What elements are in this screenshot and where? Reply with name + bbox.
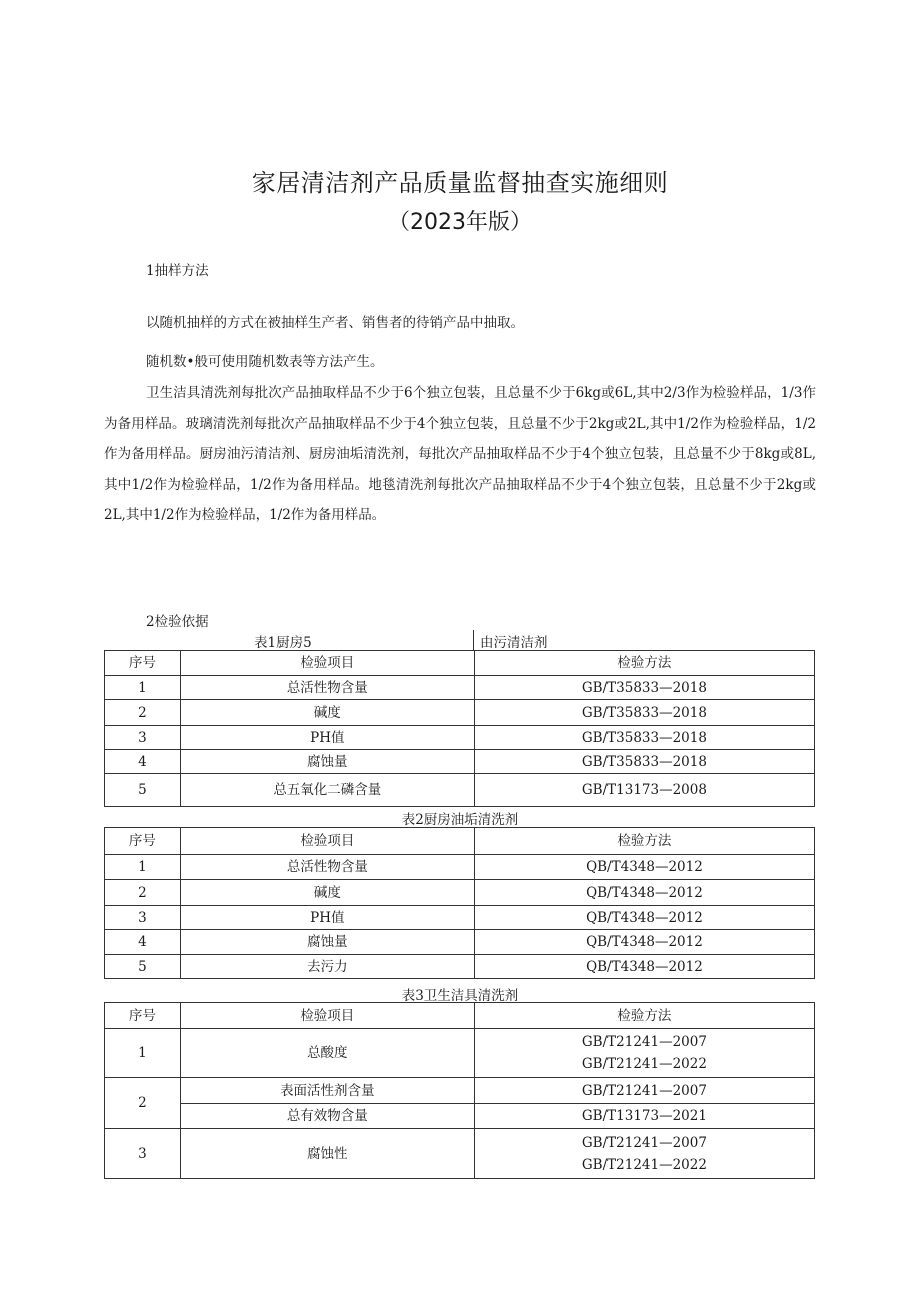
row-number: 1 xyxy=(105,1029,181,1078)
test-item: 表面活性剂含量 xyxy=(180,1078,474,1104)
table-row xyxy=(105,676,815,700)
row-number: 5 xyxy=(105,955,181,979)
test-method: QB/T4348—2012 xyxy=(474,880,814,906)
row-number: 4 xyxy=(105,750,181,774)
table-2 xyxy=(104,827,815,979)
test-method: QB/T4348—2012 xyxy=(474,855,814,880)
table-3 xyxy=(104,1002,815,1179)
test-method: QB/T4348—2012 xyxy=(474,906,814,930)
test-item: PH值 xyxy=(180,906,474,930)
header-cell: 检验方法 xyxy=(474,828,814,855)
row-number: 5 xyxy=(105,774,181,807)
row-number: 2 xyxy=(105,1078,181,1129)
table-header-row xyxy=(105,828,815,855)
section-1-paragraph: 卫生洁具清洗剂每批次产品抽取样品不少于6个独立包装，且总量不少于6kg或6L,其中2/3作为检验样品，1/3作为备用样品。玻璃清洗剂每批次产品抽取样品不少于4个独立包装，且总量不少于2kg或2L,其中1/2作为检验样品，1/2作为备用样品。厨房油污清洁剂、厨房油垢清洗剂，每批次产品抽取样品不少于4个独立包装，且总量不少于8kg或8L,其中1/2作为检验样品，1/2作为备用样品。地毯清洗剂每批次产品抽取样品不少于4个独立包装，且总量不少于2kg或2L,其中1/2作为检验样品，1/2作为备用样品。 xyxy=(104,385,816,523)
header-cell: 检验方法 xyxy=(474,1003,814,1029)
table-row xyxy=(105,855,815,880)
header-cell: 检验项目 xyxy=(180,651,474,676)
table-1-caption-left: 表1厨房5 xyxy=(254,635,312,651)
test-method: GB/T21241—2022 xyxy=(581,1156,707,1173)
section-1-line-2: 随机数•般可使用随机数表等方法产生。 xyxy=(146,354,384,370)
section-1-heading: 1抽样方法 xyxy=(146,263,209,279)
header-cell: 序号 xyxy=(105,651,181,676)
row-number: 2 xyxy=(105,700,181,726)
document-title: 家居清洁剂产品质量监督抽查实施细则 xyxy=(251,169,669,197)
row-number: 3 xyxy=(105,726,181,750)
table-row xyxy=(105,1104,815,1129)
table-row xyxy=(105,930,815,955)
row-number: 3 xyxy=(105,1129,181,1179)
header-cell: 序号 xyxy=(105,1003,181,1029)
row-number: 1 xyxy=(105,676,181,700)
row-number: 4 xyxy=(105,930,181,955)
table-row xyxy=(105,750,815,774)
section-1-line-1: 以随机抽样的方式在被抽样生产者、销售者的待销产品中抽取。 xyxy=(146,315,524,331)
test-method: GB/T13173—2008 xyxy=(474,774,814,807)
test-method: QB/T4348—2012 xyxy=(474,955,814,979)
table-row xyxy=(105,1078,815,1104)
table-1-caption-right: 由污清洁剂 xyxy=(480,635,548,651)
table-row xyxy=(105,774,815,807)
table-1 xyxy=(104,650,815,807)
test-item: PH值 xyxy=(180,726,474,750)
test-item: 碱度 xyxy=(180,700,474,726)
test-method: QB/T4348—2012 xyxy=(474,930,814,955)
row-number: 3 xyxy=(105,906,181,930)
test-method: GB/T13173—2021 xyxy=(474,1104,814,1129)
table-row xyxy=(105,906,815,930)
header-cell: 序号 xyxy=(105,828,181,855)
table-2-caption: 表2厨房油垢清洗剂 xyxy=(401,812,519,828)
test-item: 总有效物含量 xyxy=(180,1104,474,1129)
section-2-heading: 2检验依据 xyxy=(146,614,209,630)
header-cell: 检验方法 xyxy=(474,651,814,676)
table-header-row xyxy=(105,651,815,676)
test-item: 总五氧化二磷含量 xyxy=(180,774,474,807)
test-item: 腐蚀性 xyxy=(180,1129,474,1179)
test-method: GB/T21241—2022 xyxy=(581,1056,707,1072)
table-row xyxy=(105,1129,815,1179)
test-method: GB/T35833—2018 xyxy=(474,700,814,726)
table-row xyxy=(105,880,815,906)
test-method: GB/T21241—2007 xyxy=(474,1078,814,1104)
test-item: 碱度 xyxy=(180,880,474,906)
test-item: 总酸度 xyxy=(180,1029,474,1078)
test-method: GB/T35833—2018 xyxy=(474,750,814,774)
test-method-cell xyxy=(474,1129,814,1179)
table-header-row xyxy=(105,1003,815,1029)
test-method: GB/T35833—2018 xyxy=(474,726,814,750)
test-item: 总活性物含量 xyxy=(180,676,474,700)
row-number: 1 xyxy=(105,855,181,880)
test-method: GB/T21241—2007 xyxy=(581,1034,707,1050)
document-subtitle: （2023年版） xyxy=(388,210,532,235)
test-method: GB/T21241—2007 xyxy=(581,1134,707,1151)
header-cell: 检验项目 xyxy=(180,1003,474,1029)
table-row xyxy=(105,955,815,979)
test-method-cell xyxy=(474,1029,814,1078)
table-3-caption: 表3卫生洁具清洗剂 xyxy=(401,988,519,1004)
test-method: GB/T35833—2018 xyxy=(474,676,814,700)
row-number: 2 xyxy=(105,880,181,906)
test-item: 腐蚀量 xyxy=(180,750,474,774)
header-cell: 检验项目 xyxy=(180,828,474,855)
test-item: 去污力 xyxy=(180,955,474,979)
table-row xyxy=(105,1029,815,1078)
test-item: 总活性物含量 xyxy=(180,855,474,880)
test-item: 腐蚀量 xyxy=(180,930,474,955)
table-row xyxy=(105,700,815,726)
table-row xyxy=(105,726,815,750)
caption-divider xyxy=(473,630,474,650)
